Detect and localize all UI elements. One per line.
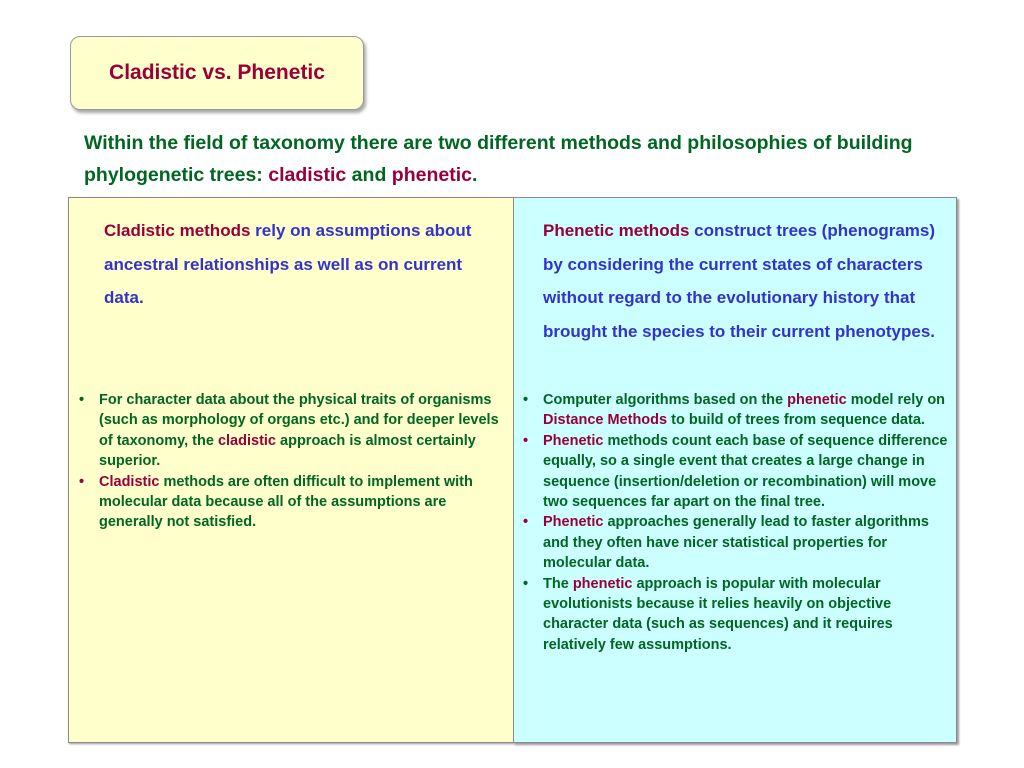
bullet-dot: • bbox=[79, 392, 85, 408]
cladistic-panel bbox=[68, 197, 514, 743]
bullet-keyword: cladistic bbox=[217, 432, 276, 449]
intro-cladistic-term: cladistic bbox=[268, 164, 347, 186]
cladistic-lead-term: Cladistic methods bbox=[104, 221, 251, 240]
bullet-keyword: phenetic bbox=[787, 392, 847, 408]
bullet-dot: • bbox=[523, 392, 529, 408]
intro-period: . bbox=[471, 164, 478, 186]
phenetic-lead-text: construct trees (phenograms) by considering the current states of characters without regard to the evolutionary history that brought the species to their current phenotypes. bbox=[543, 221, 936, 341]
bullet-text: methods count each base of sequence difference equally, so a single event that creates a large change in sequence (insertion/deletion or recombination) will move two sequences far apart on the final tree. bbox=[543, 432, 948, 511]
intro-text: Within the field of taxonomy there are two different methods and philosophies of building phylogenetic trees: bbox=[84, 132, 913, 186]
slide-title: Cladistic vs. Phenetic bbox=[109, 61, 325, 84]
cladistic-lead bbox=[104, 214, 494, 315]
bullet-text: approach is popular with molecular evolutionists because it relies heavily on objective character data (such as sequences) and it requires relatively few assumptions. bbox=[543, 575, 893, 653]
list-item bbox=[79, 390, 504, 472]
bullet-text: approach is almost certainly superior. bbox=[99, 432, 476, 470]
list-item bbox=[523, 512, 955, 573]
bullet-text: The bbox=[543, 575, 573, 592]
bullet-keyword: Phenetic bbox=[543, 432, 604, 449]
intro-paragraph bbox=[84, 127, 964, 191]
bullet-dot: • bbox=[523, 575, 529, 592]
bullet-keyword: Phenetic bbox=[543, 514, 604, 531]
list-item bbox=[523, 390, 955, 431]
phenetic-lead bbox=[543, 214, 943, 348]
bullet-keyword: phenetic bbox=[572, 575, 633, 592]
bullet-dot: • bbox=[523, 514, 529, 531]
bullet-text: For character data about the physical traits of organisms (such as morphology of organs etc.) and for deeper levels of taxonomy, the bbox=[99, 392, 499, 449]
title-box bbox=[70, 36, 364, 110]
bullet-keyword: Distance Methods bbox=[543, 412, 668, 429]
list-item bbox=[79, 472, 504, 533]
bullet-text: approaches generally lead to faster algorithms and they often have nicer statistical properties for molecular data. bbox=[543, 514, 929, 572]
bullet-keyword: Cladistic bbox=[99, 473, 160, 490]
intro-phenetic-term: phenetic bbox=[391, 164, 472, 186]
bullet-dot: • bbox=[79, 473, 85, 490]
bullet-text: model rely on bbox=[846, 392, 946, 408]
bullet-text: methods are often difficult to implement with molecular data because all of the assumptions are generally not satisfied. bbox=[99, 473, 473, 531]
bullet-text: Computer algorithms based on the bbox=[543, 392, 788, 408]
list-item bbox=[523, 431, 955, 513]
bullet-text: to build of trees from sequence data. bbox=[667, 412, 925, 429]
phenetic-lead-term: Phenetic methods bbox=[543, 221, 690, 240]
intro-and: and bbox=[346, 164, 392, 186]
phenetic-bullet-list bbox=[523, 390, 955, 655]
list-item bbox=[523, 574, 955, 656]
bullet-dot: • bbox=[523, 432, 529, 449]
phenetic-panel bbox=[513, 197, 957, 743]
cladistic-bullet-list bbox=[79, 390, 504, 533]
cladistic-lead-text: rely on assumptions about ancestral relationships as well as on current data. bbox=[104, 221, 472, 307]
